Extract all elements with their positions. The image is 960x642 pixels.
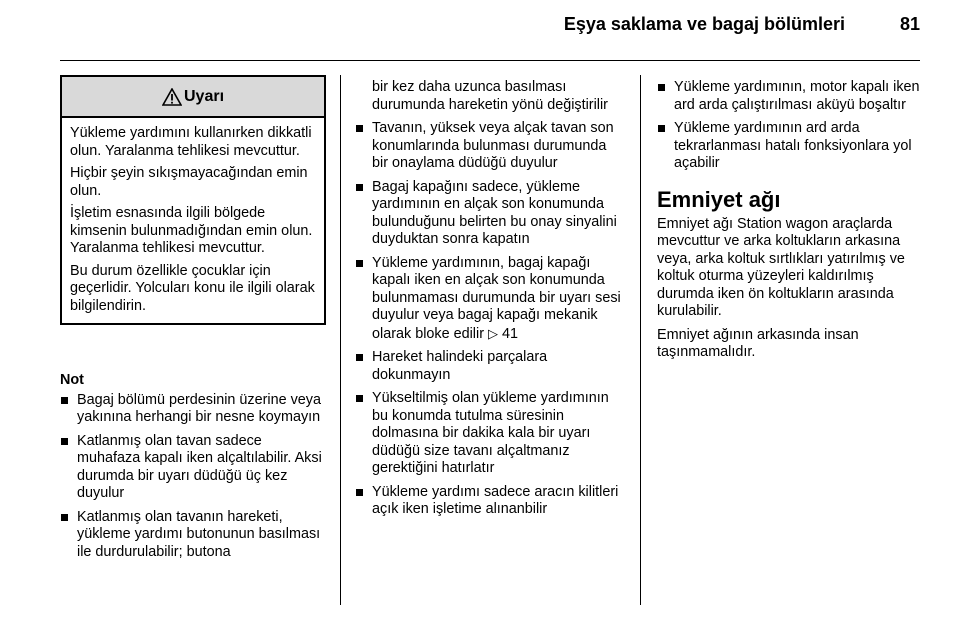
bullet-icon xyxy=(658,125,665,132)
column-divider-left xyxy=(340,75,341,605)
paragraph: Emniyet ağının arkasında insan taşınmamalıdır. xyxy=(657,326,859,360)
page-number: 81 xyxy=(899,14,920,34)
warning-title: Uyarı xyxy=(183,87,225,105)
list-item: Bagaj kapağını sadece, yükleme yardımının en alçak son konumunda bulunduğunu belirten bu onay sinyalini duyduktan sonra kapatın xyxy=(355,179,623,249)
list-item: Yükleme yardımının, motor kapalı iken ard arda çalıştırılması aküyü boşaltır xyxy=(657,79,925,114)
list-item-continuation: bir kez daha uzunca basılması durumunda hareketin yönü değiştirilir xyxy=(372,79,608,113)
header-rule xyxy=(60,60,920,61)
bullet-icon xyxy=(356,354,363,361)
right-list xyxy=(657,79,925,173)
bullet-icon xyxy=(61,514,68,521)
section-title: Emniyet ağı xyxy=(657,186,781,212)
warning-paragraph: İşletim esnasında ilgili bölgede kimsenin bulunmadığından emin olun. Yaralanma tehlikesi mevcuttur. xyxy=(70,205,313,256)
page-header-title: Eşya saklama ve bagaj bölümleri xyxy=(563,14,845,34)
column-divider-right xyxy=(640,75,641,605)
list-item: Katlanmış olan tavan sadece muhafaza kapalı iken alçaltılabilir. Aksi durumda bir uyarı düdüğü üç kez duyulur xyxy=(60,433,324,503)
list-item: Yükleme yardımının ard arda tekrarlanması hatalı fonksiyonlara yol açabilir xyxy=(657,120,925,173)
warning-paragraph: Yükleme yardımını kullanırken dikkatli olun. Yaralanma tehlikesi mevcuttur. xyxy=(70,125,312,159)
bullet-icon xyxy=(356,125,363,132)
list-item: Bagaj bölümü perdesinin üzerine veya yakınına herhangi bir nesne koymayın xyxy=(60,392,324,427)
paragraph: Emniyet ağı Station wagon araçlarda mevcuttur ve arka koltukların arkasına veya, arka koltuk sırtlıkları yatırılmış ve koltuk oturma yüzeyleri kaldırılmış durumda iken ön koltukların arasında kurulabilir. xyxy=(657,215,905,319)
note-section xyxy=(60,372,324,567)
middle-list xyxy=(355,79,623,519)
warning-box xyxy=(60,75,326,325)
list-item: Katlanmış olan tavanın hareketi, yükleme yardımı butonunun basılması ile durdurulabilir; butona xyxy=(60,509,324,562)
cross-reference-arrow-icon[interactable]: ▷ xyxy=(487,325,498,341)
warning-paragraph: Hiçbir şeyin sıkışmayacağından emin olun. xyxy=(70,165,308,199)
note-list xyxy=(60,392,324,562)
warning-paragraph: Bu durum özellikle çocuklar için geçerlidir. Yolcuları konu ile ilgili olarak bilgilendirin. xyxy=(70,262,315,314)
bullet-icon xyxy=(356,184,363,191)
list-item: Tavanın, yüksek veya alçak tavan son konumlarında bulunması durumunda bir onaylama düdüğü duyulur xyxy=(355,120,623,173)
bullet-icon xyxy=(356,489,363,496)
cross-reference-page[interactable]: 41 xyxy=(501,325,518,342)
list-item: Hareket halindeki parçalara dokunmayın xyxy=(355,349,623,384)
note-title: Not xyxy=(60,372,84,388)
warning-header xyxy=(62,77,324,118)
warning-triangle-icon xyxy=(162,88,182,106)
warning-body xyxy=(62,118,324,323)
right-column xyxy=(657,79,925,368)
middle-column xyxy=(355,79,623,525)
list-item: Yükseltilmiş olan yükleme yardımının bu konumda tutulma süresinin dolmasına bir dakika kala bir uyarı düdüğü size tavanı alçaltmanız gerektiğini hatırlatır xyxy=(355,390,623,478)
bullet-icon xyxy=(61,397,68,404)
bullet-icon xyxy=(61,438,68,445)
list-item: Yükleme yardımı sadece aracın kilitleri açık iken işletime alınanbilir xyxy=(355,484,623,519)
bullet-icon xyxy=(658,84,665,91)
list-item: Yükleme yardımının, bagaj kapağı kapalı iken en alçak son konumunda bulunmaması durumunda bir uyarı sesi duyulur veya bagaj kapağı mekanik olarak bloke edilir ▷ 41 xyxy=(355,255,623,344)
bullet-icon xyxy=(356,395,363,402)
bullet-icon xyxy=(356,260,363,267)
